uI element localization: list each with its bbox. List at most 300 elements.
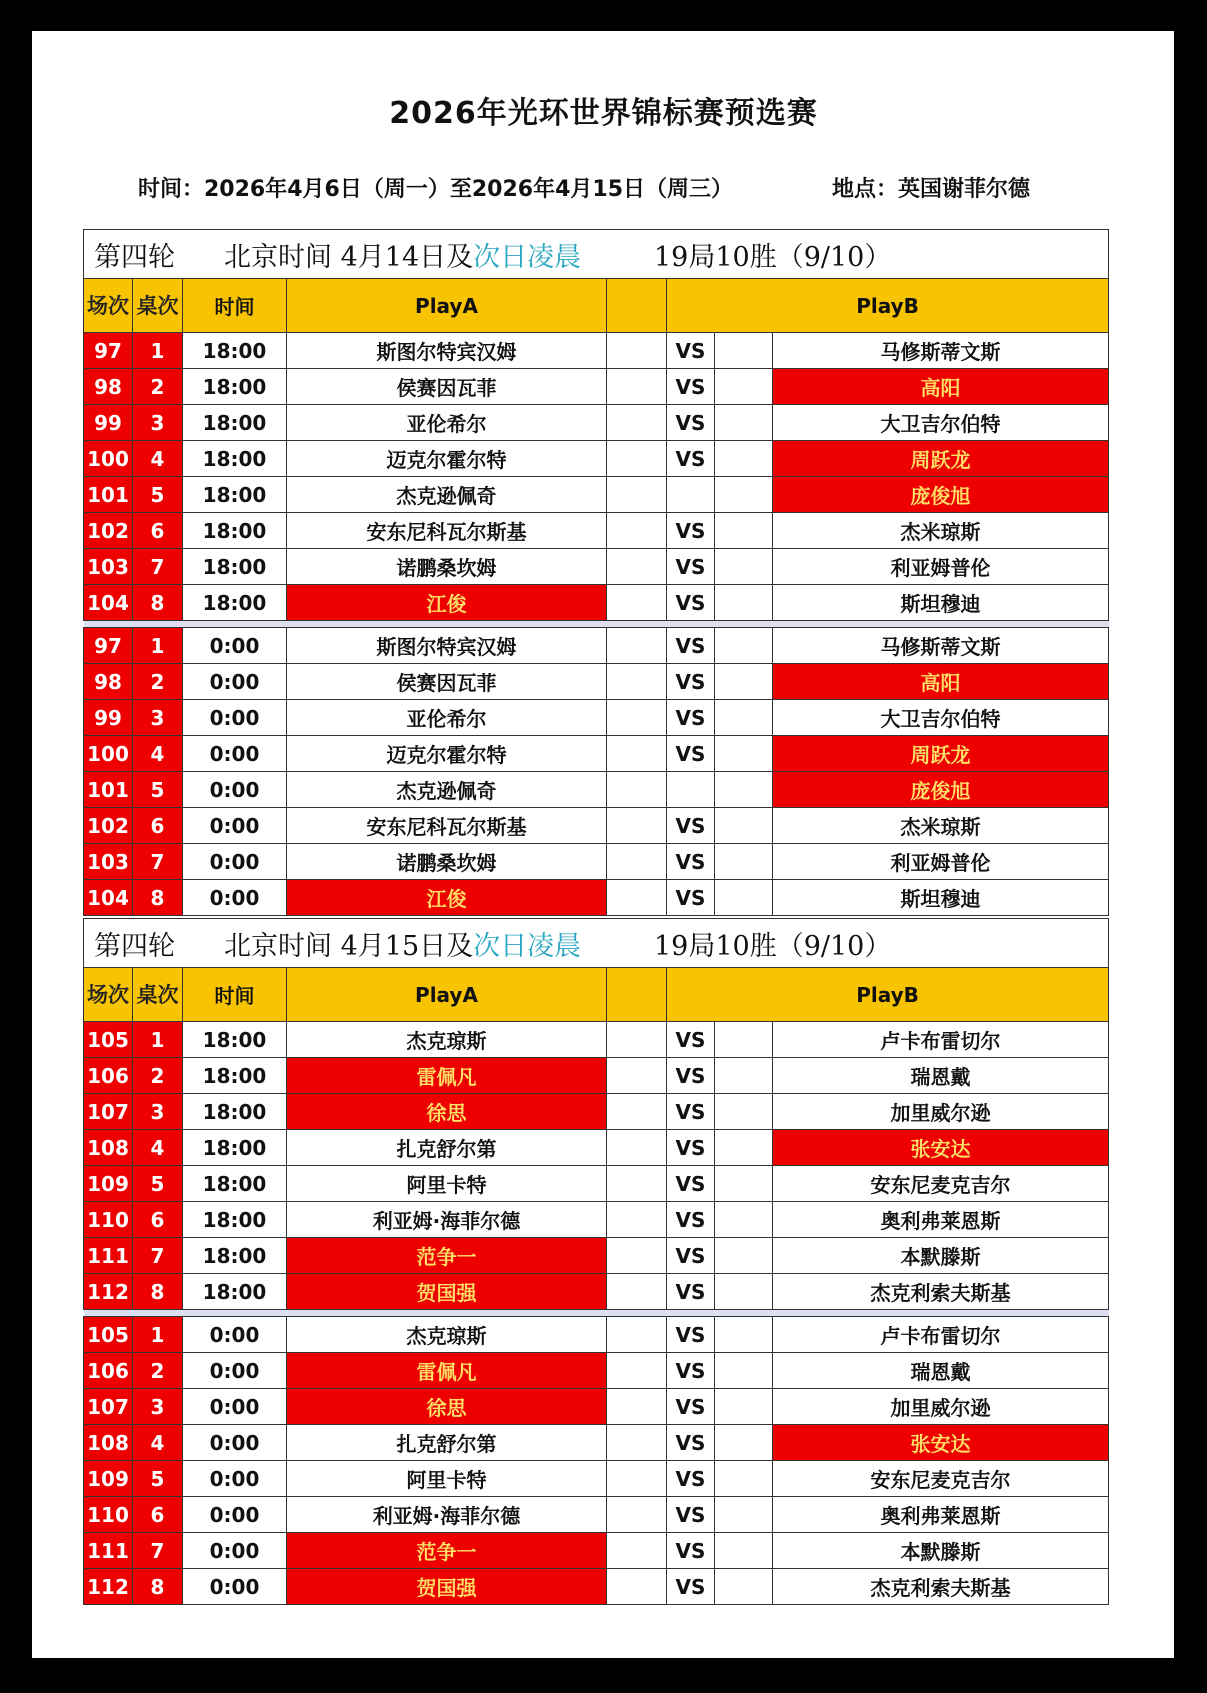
blank-cell bbox=[607, 1022, 667, 1058]
table-row bbox=[84, 405, 1109, 441]
match-number: 112 bbox=[84, 1569, 133, 1605]
player-b: 马修斯蒂文斯 bbox=[773, 333, 1109, 369]
start-time: 0:00 bbox=[183, 1353, 287, 1389]
start-time: 18:00 bbox=[183, 369, 287, 405]
table-number: 1 bbox=[133, 1317, 183, 1353]
player-b: 加里威尔逊 bbox=[773, 1389, 1109, 1425]
blank-cell bbox=[715, 549, 773, 585]
start-time: 0:00 bbox=[183, 700, 287, 736]
session-separator bbox=[84, 1310, 1109, 1317]
table-row bbox=[84, 844, 1109, 880]
round-date bbox=[224, 924, 654, 963]
blank-cell bbox=[715, 772, 773, 808]
player-a: 诺鹏桑坎姆 bbox=[287, 549, 607, 585]
table-row bbox=[84, 1461, 1109, 1497]
blank-cell bbox=[715, 1425, 773, 1461]
blank-cell bbox=[607, 405, 667, 441]
table-row bbox=[84, 664, 1109, 700]
match-number: 104 bbox=[84, 880, 133, 916]
round-format: 19局10胜（9/10） bbox=[654, 241, 892, 273]
table-row bbox=[84, 585, 1109, 621]
blank-cell bbox=[607, 1569, 667, 1605]
player-a: 诺鹏桑坎姆 bbox=[287, 844, 607, 880]
player-b: 周跃龙 bbox=[773, 441, 1109, 477]
player-b: 本默滕斯 bbox=[773, 1533, 1109, 1569]
vs-label: VS bbox=[667, 1130, 715, 1166]
player-a: 范争一 bbox=[287, 1533, 607, 1569]
match-number: 102 bbox=[84, 808, 133, 844]
table-number: 8 bbox=[133, 880, 183, 916]
start-time: 18:00 bbox=[183, 477, 287, 513]
match-number: 103 bbox=[84, 549, 133, 585]
start-time: 18:00 bbox=[183, 1238, 287, 1274]
player-a: 杰克逊佩奇 bbox=[287, 477, 607, 513]
player-b: 卢卡布雷切尔 bbox=[773, 1317, 1109, 1353]
vs-label bbox=[667, 772, 715, 808]
blank-cell bbox=[715, 1497, 773, 1533]
player-a: 利亚姆·海菲尔德 bbox=[287, 1497, 607, 1533]
table-number: 5 bbox=[133, 1166, 183, 1202]
start-time: 0:00 bbox=[183, 808, 287, 844]
table-row bbox=[84, 1497, 1109, 1533]
blank-cell bbox=[607, 1389, 667, 1425]
table-row bbox=[84, 1166, 1109, 1202]
match-number: 108 bbox=[84, 1130, 133, 1166]
match-number: 102 bbox=[84, 513, 133, 549]
table-number: 6 bbox=[133, 513, 183, 549]
start-time: 18:00 bbox=[183, 405, 287, 441]
round-label: 第四轮 bbox=[94, 930, 175, 962]
vs-label bbox=[667, 477, 715, 513]
blank-cell bbox=[607, 441, 667, 477]
vs-label: VS bbox=[667, 844, 715, 880]
blank-cell bbox=[607, 1425, 667, 1461]
vs-label: VS bbox=[667, 736, 715, 772]
player-a: 阿里卡特 bbox=[287, 1166, 607, 1202]
start-time: 18:00 bbox=[183, 1094, 287, 1130]
player-b: 庞俊旭 bbox=[773, 477, 1109, 513]
match-number: 100 bbox=[84, 736, 133, 772]
vs-label: VS bbox=[667, 1094, 715, 1130]
player-b: 马修斯蒂文斯 bbox=[773, 628, 1109, 664]
vs-label: VS bbox=[667, 1497, 715, 1533]
match-number: 99 bbox=[84, 700, 133, 736]
blank-cell bbox=[715, 1202, 773, 1238]
header-player-a: PlayA bbox=[287, 279, 607, 333]
vs-label: VS bbox=[667, 1353, 715, 1389]
blank-cell bbox=[715, 513, 773, 549]
table-row bbox=[84, 549, 1109, 585]
table-number: 5 bbox=[133, 1461, 183, 1497]
player-a: 徐思 bbox=[287, 1094, 607, 1130]
blank-cell bbox=[715, 736, 773, 772]
blank-cell bbox=[607, 333, 667, 369]
table-row bbox=[84, 1389, 1109, 1425]
player-b: 加里威尔逊 bbox=[773, 1094, 1109, 1130]
blank-cell bbox=[715, 585, 773, 621]
header-match: 场次 bbox=[84, 279, 133, 333]
match-number: 101 bbox=[84, 772, 133, 808]
header-table: 桌次 bbox=[133, 968, 183, 1022]
player-a: 杰克琼斯 bbox=[287, 1022, 607, 1058]
blank-cell bbox=[715, 1461, 773, 1497]
player-a: 阿里卡特 bbox=[287, 1461, 607, 1497]
match-number: 109 bbox=[84, 1166, 133, 1202]
blank-cell bbox=[715, 1058, 773, 1094]
blank-cell bbox=[607, 700, 667, 736]
match-number: 105 bbox=[84, 1022, 133, 1058]
player-b: 杰克利索夫斯基 bbox=[773, 1274, 1109, 1310]
blank-cell bbox=[715, 1238, 773, 1274]
player-a: 侯赛因瓦菲 bbox=[287, 664, 607, 700]
start-time: 18:00 bbox=[183, 585, 287, 621]
blank-cell bbox=[607, 1058, 667, 1094]
schedule-table-round-1 bbox=[83, 229, 1109, 916]
player-a: 安东尼科瓦尔斯基 bbox=[287, 513, 607, 549]
blank-cell bbox=[607, 1497, 667, 1533]
start-time: 0:00 bbox=[183, 628, 287, 664]
table-number: 4 bbox=[133, 441, 183, 477]
blank-cell bbox=[607, 1094, 667, 1130]
table-row bbox=[84, 369, 1109, 405]
round-label: 第四轮 bbox=[94, 241, 175, 273]
blank-cell bbox=[607, 1317, 667, 1353]
match-number: 112 bbox=[84, 1274, 133, 1310]
player-b: 张安达 bbox=[773, 1425, 1109, 1461]
start-time: 0:00 bbox=[183, 1389, 287, 1425]
table-number: 2 bbox=[133, 1353, 183, 1389]
blank-cell bbox=[715, 880, 773, 916]
player-a: 贺国强 bbox=[287, 1569, 607, 1605]
player-b: 大卫吉尔伯特 bbox=[773, 700, 1109, 736]
table-number: 1 bbox=[133, 1022, 183, 1058]
blank-cell bbox=[607, 477, 667, 513]
player-a: 迈克尔霍尔特 bbox=[287, 441, 607, 477]
blank-cell bbox=[715, 1317, 773, 1353]
start-time: 0:00 bbox=[183, 772, 287, 808]
blank-cell bbox=[715, 1022, 773, 1058]
player-a: 斯图尔特宾汉姆 bbox=[287, 333, 607, 369]
blank-cell bbox=[715, 808, 773, 844]
blank-cell bbox=[607, 628, 667, 664]
event-dates: 时间：2026年4月6日（周一）至2026年4月15日（周三） bbox=[138, 177, 734, 202]
blank-cell bbox=[607, 513, 667, 549]
start-time: 0:00 bbox=[183, 1569, 287, 1605]
match-number: 97 bbox=[84, 628, 133, 664]
player-b: 安东尼麦克吉尔 bbox=[773, 1461, 1109, 1497]
start-time: 0:00 bbox=[183, 844, 287, 880]
table-number: 4 bbox=[133, 1425, 183, 1461]
table-number: 8 bbox=[133, 585, 183, 621]
table-row bbox=[84, 477, 1109, 513]
table-number: 2 bbox=[133, 1058, 183, 1094]
session-separator bbox=[84, 621, 1109, 628]
table-number: 1 bbox=[133, 333, 183, 369]
blank-cell bbox=[607, 1353, 667, 1389]
table-row bbox=[84, 880, 1109, 916]
match-number: 98 bbox=[84, 369, 133, 405]
vs-label: VS bbox=[667, 1425, 715, 1461]
table-row bbox=[84, 1202, 1109, 1238]
table-number: 5 bbox=[133, 477, 183, 513]
vs-label: VS bbox=[667, 880, 715, 916]
start-time: 18:00 bbox=[183, 1166, 287, 1202]
blank-cell bbox=[607, 880, 667, 916]
player-b: 杰米琼斯 bbox=[773, 808, 1109, 844]
player-b: 杰米琼斯 bbox=[773, 513, 1109, 549]
blank-cell bbox=[715, 700, 773, 736]
blank-cell bbox=[715, 1274, 773, 1310]
table-row bbox=[84, 1022, 1109, 1058]
blank-cell bbox=[607, 549, 667, 585]
blank-cell bbox=[607, 1202, 667, 1238]
header-player-b: PlayB bbox=[667, 968, 1109, 1022]
table-number: 7 bbox=[133, 844, 183, 880]
match-number: 111 bbox=[84, 1533, 133, 1569]
player-a: 斯图尔特宾汉姆 bbox=[287, 628, 607, 664]
table-number: 8 bbox=[133, 1569, 183, 1605]
match-number: 111 bbox=[84, 1238, 133, 1274]
vs-label: VS bbox=[667, 664, 715, 700]
page-title: 2026年光环世界锦标赛预选赛 bbox=[389, 96, 818, 131]
table-row bbox=[84, 1353, 1109, 1389]
table-row bbox=[84, 1058, 1109, 1094]
start-time: 18:00 bbox=[183, 1022, 287, 1058]
start-time: 0:00 bbox=[183, 664, 287, 700]
vs-label: VS bbox=[667, 1461, 715, 1497]
vs-label: VS bbox=[667, 1238, 715, 1274]
vs-label: VS bbox=[667, 549, 715, 585]
blank-cell bbox=[715, 1353, 773, 1389]
table-number: 7 bbox=[133, 1238, 183, 1274]
player-a: 亚伦希尔 bbox=[287, 405, 607, 441]
player-b: 奥利弗莱恩斯 bbox=[773, 1202, 1109, 1238]
player-b: 高阳 bbox=[773, 369, 1109, 405]
table-number: 4 bbox=[133, 1130, 183, 1166]
start-time: 18:00 bbox=[183, 1274, 287, 1310]
vs-label: VS bbox=[667, 1166, 715, 1202]
blank-cell bbox=[607, 1274, 667, 1310]
round-next-day: 次日凌晨 bbox=[473, 930, 582, 962]
round-title-row bbox=[84, 919, 1109, 968]
table-row bbox=[84, 1094, 1109, 1130]
blank-cell bbox=[607, 844, 667, 880]
blank-cell bbox=[607, 1166, 667, 1202]
blank-cell bbox=[715, 477, 773, 513]
header-player-a: PlayA bbox=[287, 968, 607, 1022]
blank-cell bbox=[715, 1130, 773, 1166]
match-number: 103 bbox=[84, 844, 133, 880]
table-header-row bbox=[84, 279, 1109, 333]
table-row bbox=[84, 1317, 1109, 1353]
blank-cell bbox=[715, 441, 773, 477]
round-beijing-time: 北京时间 4月14日及 bbox=[224, 241, 474, 273]
blank-cell bbox=[715, 333, 773, 369]
blank-cell bbox=[715, 1166, 773, 1202]
header-time: 时间 bbox=[183, 279, 287, 333]
vs-label: VS bbox=[667, 628, 715, 664]
player-a: 江俊 bbox=[287, 585, 607, 621]
match-number: 104 bbox=[84, 585, 133, 621]
player-a: 扎克舒尔第 bbox=[287, 1130, 607, 1166]
start-time: 18:00 bbox=[183, 441, 287, 477]
blank-cell bbox=[607, 736, 667, 772]
vs-label: VS bbox=[667, 808, 715, 844]
match-number: 110 bbox=[84, 1497, 133, 1533]
blank-cell bbox=[715, 1389, 773, 1425]
header-player-b: PlayB bbox=[667, 279, 1109, 333]
player-a: 安东尼科瓦尔斯基 bbox=[287, 808, 607, 844]
vs-label: VS bbox=[667, 513, 715, 549]
schedule-table-round-2 bbox=[83, 918, 1109, 1605]
start-time: 18:00 bbox=[183, 549, 287, 585]
blank-cell bbox=[715, 1094, 773, 1130]
player-a: 杰克琼斯 bbox=[287, 1317, 607, 1353]
player-b: 卢卡布雷切尔 bbox=[773, 1022, 1109, 1058]
match-number: 107 bbox=[84, 1389, 133, 1425]
match-number: 97 bbox=[84, 333, 133, 369]
blank-cell bbox=[715, 1533, 773, 1569]
blank-cell bbox=[715, 628, 773, 664]
player-b: 利亚姆普伦 bbox=[773, 844, 1109, 880]
player-b: 张安达 bbox=[773, 1130, 1109, 1166]
start-time: 18:00 bbox=[183, 333, 287, 369]
start-time: 0:00 bbox=[183, 1497, 287, 1533]
header-table: 桌次 bbox=[133, 279, 183, 333]
vs-label: VS bbox=[667, 1022, 715, 1058]
player-b: 安东尼麦克吉尔 bbox=[773, 1166, 1109, 1202]
player-b: 庞俊旭 bbox=[773, 772, 1109, 808]
vs-label: VS bbox=[667, 585, 715, 621]
player-b: 大卫吉尔伯特 bbox=[773, 405, 1109, 441]
player-a: 徐思 bbox=[287, 1389, 607, 1425]
vs-label: VS bbox=[667, 441, 715, 477]
match-number: 106 bbox=[84, 1353, 133, 1389]
table-number: 1 bbox=[133, 628, 183, 664]
blank-cell bbox=[607, 808, 667, 844]
start-time: 0:00 bbox=[183, 1317, 287, 1353]
blank-cell bbox=[607, 1461, 667, 1497]
blank-cell bbox=[607, 1130, 667, 1166]
table-row bbox=[84, 772, 1109, 808]
match-number: 106 bbox=[84, 1058, 133, 1094]
match-number: 110 bbox=[84, 1202, 133, 1238]
vs-label: VS bbox=[667, 1058, 715, 1094]
vs-label: VS bbox=[667, 1389, 715, 1425]
match-number: 109 bbox=[84, 1461, 133, 1497]
header-match: 场次 bbox=[84, 968, 133, 1022]
start-time: 0:00 bbox=[183, 880, 287, 916]
player-a: 利亚姆·海菲尔德 bbox=[287, 1202, 607, 1238]
event-location: 地点：英国谢菲尔德 bbox=[832, 177, 1031, 202]
start-time: 0:00 bbox=[183, 736, 287, 772]
vs-label: VS bbox=[667, 369, 715, 405]
player-a: 亚伦希尔 bbox=[287, 700, 607, 736]
round-title bbox=[84, 919, 1109, 968]
player-b: 周跃龙 bbox=[773, 736, 1109, 772]
blank-cell bbox=[715, 369, 773, 405]
round-title-row bbox=[84, 230, 1109, 279]
player-a: 贺国强 bbox=[287, 1274, 607, 1310]
match-number: 99 bbox=[84, 405, 133, 441]
table-row bbox=[84, 700, 1109, 736]
blank-cell bbox=[715, 844, 773, 880]
round-next-day: 次日凌晨 bbox=[473, 241, 582, 273]
table-row bbox=[84, 1425, 1109, 1461]
header-vs-blank bbox=[607, 968, 667, 1022]
player-b: 奥利弗莱恩斯 bbox=[773, 1497, 1109, 1533]
player-a: 范争一 bbox=[287, 1238, 607, 1274]
player-b: 瑞恩戴 bbox=[773, 1353, 1109, 1389]
table-number: 5 bbox=[133, 772, 183, 808]
match-number: 107 bbox=[84, 1094, 133, 1130]
blank-cell bbox=[715, 1569, 773, 1605]
start-time: 18:00 bbox=[183, 1058, 287, 1094]
player-b: 杰克利索夫斯基 bbox=[773, 1569, 1109, 1605]
match-number: 100 bbox=[84, 441, 133, 477]
vs-label: VS bbox=[667, 1533, 715, 1569]
player-a: 雷佩凡 bbox=[287, 1058, 607, 1094]
table-number: 2 bbox=[133, 664, 183, 700]
round-date bbox=[224, 235, 654, 274]
vs-label: VS bbox=[667, 1317, 715, 1353]
match-number: 101 bbox=[84, 477, 133, 513]
vs-label: VS bbox=[667, 333, 715, 369]
match-number: 105 bbox=[84, 1317, 133, 1353]
player-a: 侯赛因瓦菲 bbox=[287, 369, 607, 405]
table-number: 3 bbox=[133, 1389, 183, 1425]
table-number: 3 bbox=[133, 700, 183, 736]
player-b: 利亚姆普伦 bbox=[773, 549, 1109, 585]
player-b: 高阳 bbox=[773, 664, 1109, 700]
round-title bbox=[84, 230, 1109, 279]
table-number: 6 bbox=[133, 1497, 183, 1533]
player-b: 斯坦穆迪 bbox=[773, 880, 1109, 916]
table-number: 8 bbox=[133, 1274, 183, 1310]
match-number: 108 bbox=[84, 1425, 133, 1461]
match-number: 98 bbox=[84, 664, 133, 700]
start-time: 18:00 bbox=[183, 1202, 287, 1238]
player-a: 迈克尔霍尔特 bbox=[287, 736, 607, 772]
table-number: 6 bbox=[133, 1202, 183, 1238]
blank-cell bbox=[607, 1533, 667, 1569]
table-row bbox=[84, 333, 1109, 369]
blank-cell bbox=[607, 1238, 667, 1274]
table-number: 7 bbox=[133, 1533, 183, 1569]
start-time: 18:00 bbox=[183, 1130, 287, 1166]
player-a: 雷佩凡 bbox=[287, 1353, 607, 1389]
player-b: 瑞恩戴 bbox=[773, 1058, 1109, 1094]
vs-label: VS bbox=[667, 1274, 715, 1310]
table-number: 2 bbox=[133, 369, 183, 405]
player-b: 斯坦穆迪 bbox=[773, 585, 1109, 621]
table-row bbox=[84, 1274, 1109, 1310]
start-time: 0:00 bbox=[183, 1425, 287, 1461]
table-number: 4 bbox=[133, 736, 183, 772]
table-row bbox=[84, 513, 1109, 549]
table-header-row bbox=[84, 968, 1109, 1022]
table-row bbox=[84, 1569, 1109, 1605]
player-a: 扎克舒尔第 bbox=[287, 1425, 607, 1461]
table-row bbox=[84, 628, 1109, 664]
blank-cell bbox=[607, 369, 667, 405]
blank-cell bbox=[715, 405, 773, 441]
vs-label: VS bbox=[667, 700, 715, 736]
blank-cell bbox=[715, 664, 773, 700]
blank-cell bbox=[607, 772, 667, 808]
blank-cell bbox=[607, 664, 667, 700]
player-a: 江俊 bbox=[287, 880, 607, 916]
